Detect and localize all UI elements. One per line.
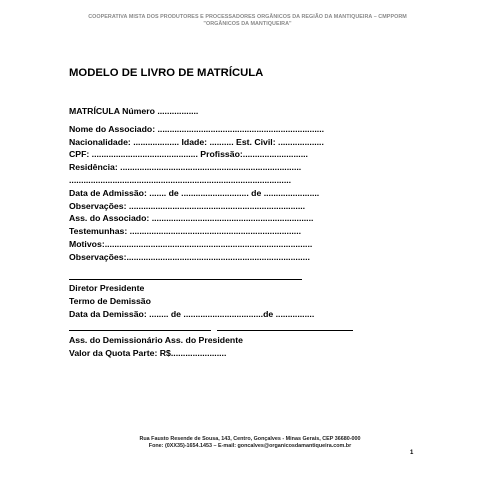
letterhead-brand: "ORGÂNICOS DA MANTIQUEIRA" [203, 20, 292, 27]
field-cpf-profissao: CPF: ............................................ Profissão:........................... [69, 149, 308, 160]
field-nacionalidade: Nacionalidade: ................... Idade: .......... Est. Civil: ................... [69, 136, 324, 147]
field-observacoes: Observações: ......................................................................... [69, 200, 306, 211]
letterhead [40, 14, 455, 27]
signatures-section [69, 334, 369, 360]
footer-contact: Fone: (0XX35)-1654.1453 – E-mail: goncalves@organicosdamantiqueira.com.br [148, 442, 352, 449]
dismissal-term-label: Termo de Demissão [69, 296, 151, 306]
footer-address: Rua Fausto Resende de Sousa, 143, Centro, Gonçalves - Minas Gerais, CEP 36680-000 [139, 436, 361, 442]
signature-line-president [69, 279, 302, 280]
document-title: MODELO DE LIVRO DE MATRÍCULA [69, 67, 264, 79]
footer [100, 436, 400, 449]
letterhead-cooperative-name: COOPERATIVA MISTA DOS PRODUTORES E PROCESSADORES ORGÂNICOS DA REGIÃO DA MANTIQUEIRA – CMPPORM [88, 14, 407, 20]
director-president-label: Diretor Presidente [69, 283, 145, 293]
dismissal-section [69, 282, 369, 321]
field-observacoes-2: Observações:............................................................................ [69, 251, 310, 262]
field-data-admissao: Data de Admissão: ....... de ............................ de ....................... [69, 187, 320, 198]
field-ass-associado: Ass. do Associado: ................................................................... [69, 213, 314, 224]
matricula-number-line: MATRÍCULA Número ................. [69, 106, 199, 116]
field-motivos: Motivos:...................................................................................... [69, 238, 313, 249]
dismissal-date-field: Data da Demissão: ........ de .................................de ................ [69, 309, 315, 319]
page-number: 1 [410, 450, 414, 456]
registration-form [69, 105, 369, 264]
field-nome-associado: Nome do Associado: ..................................................................... [69, 123, 325, 134]
signature-line-president-2 [217, 330, 353, 331]
field-residencia: Residência: ........................................................................... [69, 162, 302, 173]
quota-value-field: Valor da Quota Parte: R$....................... [69, 348, 227, 358]
signature-line-dismissed [69, 330, 211, 331]
field-testemunhas: Testemunhas: ....................................................................... [69, 226, 302, 237]
field-residencia-continuation: ............................................................................................ [69, 174, 292, 185]
signatures-labels: Ass. do Demissionário Ass. do Presidente [69, 335, 243, 345]
